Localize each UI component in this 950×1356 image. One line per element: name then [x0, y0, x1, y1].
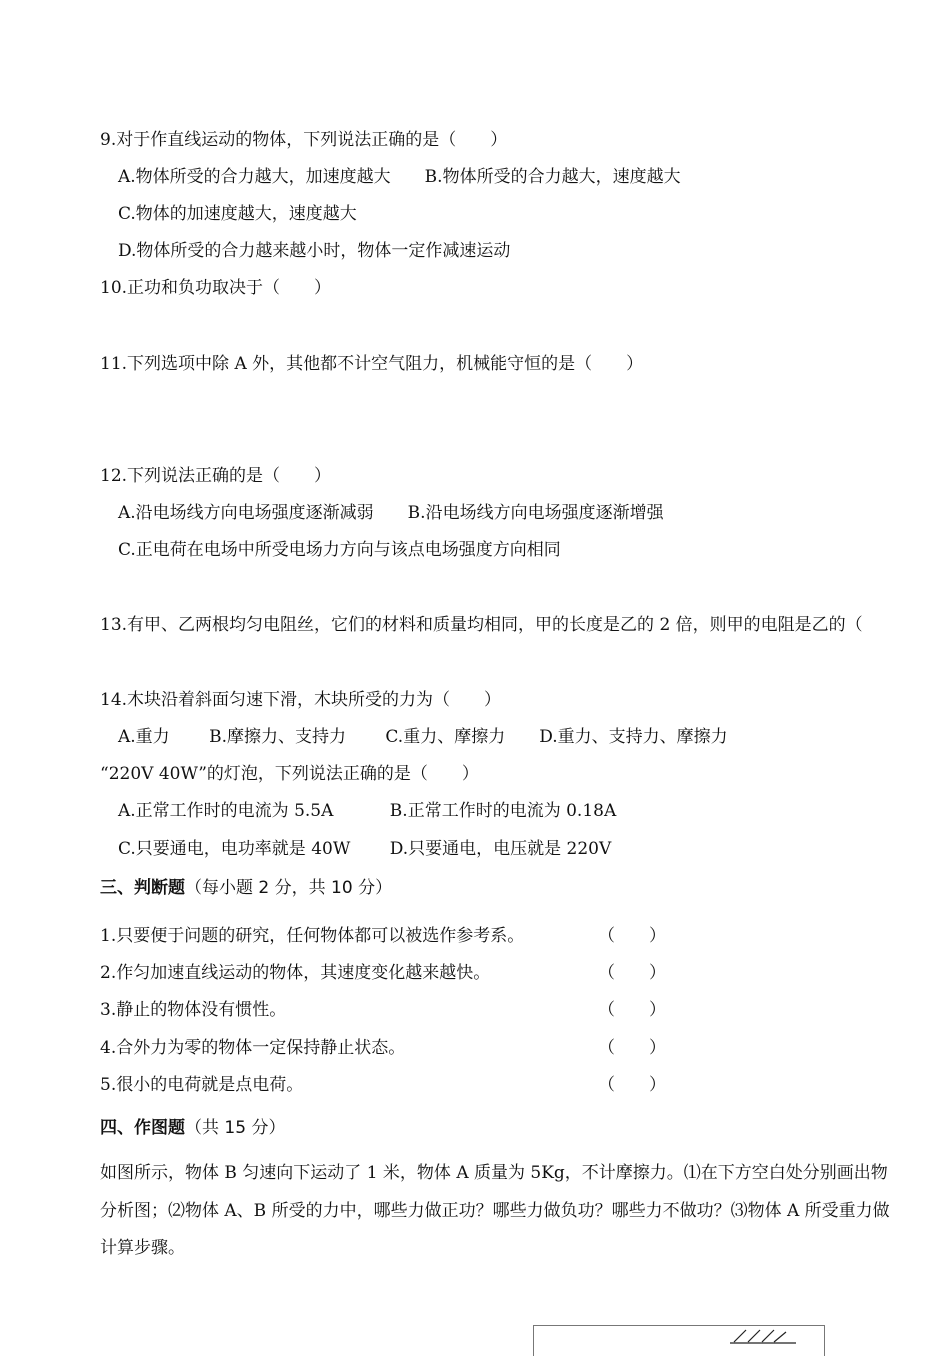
judge-answer-blank-5: （ ） [598, 1075, 666, 1095]
q15-options-cd: C.只要通电，电功率就是 40W D.只要通电，电压就是 220V [118, 839, 612, 859]
q12-stem: 12.下列说法正确的是（ ） [100, 466, 332, 486]
q12-option-c: C.正电荷在电场中所受电场力方向与该点电场强度方向相同 [118, 540, 561, 560]
section4-para-line-1: 如图所示，物体 B 匀速向下运动了 1 米，物体 A 质量为 5Kg，不计摩擦力。⑴在下方空白处分别画出物 [100, 1163, 888, 1183]
q13-stem: 13.有甲、乙两根均匀电阻丝，它们的材料和质量均相同，甲的长度是乙的 2 倍，则甲的电阻是乙的（ [100, 615, 863, 635]
section4-note: （共 15 分） [185, 1118, 286, 1138]
section4-heading [100, 1117, 285, 1139]
q9-option-c: C.物体的加速度越大，速度越大 [118, 204, 357, 224]
judge-item-3: 3.静止的物体没有惯性。 [100, 1000, 287, 1020]
q11-stem: 11.下列选项中除 A 外，其他都不计空气阻力，机械能守恒的是（ ） [100, 354, 644, 374]
incline-hatch-drawing [534, 1326, 824, 1356]
judge-answer-blank-2: （ ） [598, 963, 666, 983]
figure-box [533, 1325, 825, 1356]
judge-item-4: 4.合外力为零的物体一定保持静止状态。 [100, 1038, 406, 1058]
q9-option-d: D.物体所受的合力越来越小时，物体一定作减速运动 [118, 241, 511, 261]
judge-item-1: 1.只要便于问题的研究，任何物体都可以被选作参考系。 [100, 926, 525, 946]
q14-stem: 14.木块沿着斜面匀速下滑，木块所受的力为（ ） [100, 690, 502, 710]
q14-options: A.重力 B.摩擦力、支持力 C.重力、摩擦力 D.重力、支持力、摩擦力 [118, 727, 728, 747]
section4-para-line-3: 计算步骤。 [100, 1238, 185, 1258]
judge-answer-blank-1: （ ） [598, 926, 666, 946]
section4-para-line-2: 分析图；⑵物体 A、B 所受的力中，哪些力做正功？哪些力做负功？哪些力不做功？⑶物体 A 所受重力做 [100, 1201, 890, 1221]
section3-note: （每小题 2 分，共 10 分） [185, 878, 393, 898]
q15-stem: “220V 40W”的灯泡，下列说法正确的是（ ） [100, 764, 479, 784]
section3-heading [100, 877, 392, 899]
q12-options-ab: A.沿电场线方向电场强度逐渐减弱 B.沿电场线方向电场强度逐渐增强 [118, 503, 664, 523]
q9-options-ab: A.物体所受的合力越大，加速度越大 B.物体所受的合力越大，速度越大 [118, 167, 681, 187]
judge-item-2: 2.作匀加速直线运动的物体，其速度变化越来越快。 [100, 963, 491, 983]
judge-answer-blank-3: （ ） [598, 1000, 666, 1020]
judge-answer-blank-4: （ ） [598, 1038, 666, 1058]
judge-item-5: 5.很小的电荷就是点电荷。 [100, 1075, 304, 1095]
section3-title: 三、判断题 [100, 878, 185, 898]
q10-stem: 10.正功和负功取决于（ ） [100, 278, 332, 298]
q9-stem: 9.对于作直线运动的物体，下列说法正确的是（ ） [100, 130, 508, 150]
section4-title: 四、作图题 [100, 1118, 185, 1138]
q15-options-ab: A.正常工作时的电流为 5.5A B.正常工作时的电流为 0.18A [118, 801, 617, 821]
